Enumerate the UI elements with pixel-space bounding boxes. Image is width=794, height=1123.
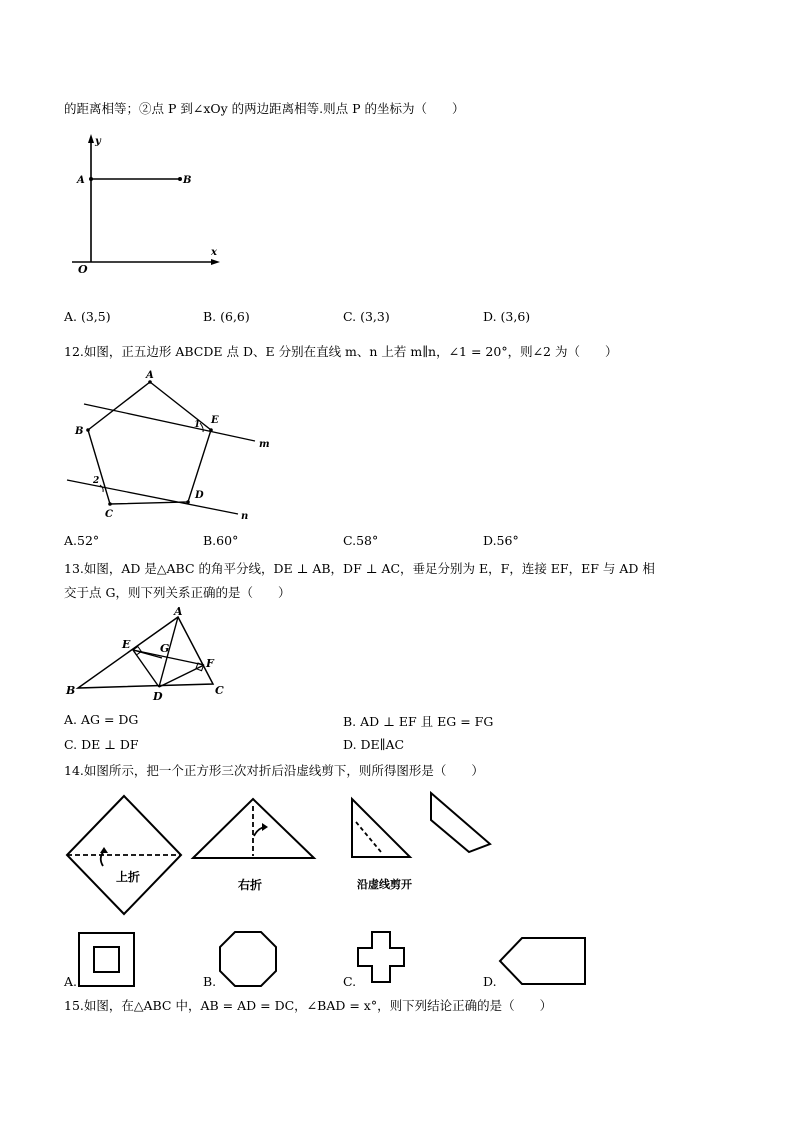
angle-1-label: 1 [194,420,201,430]
q11-stem: 的距离相等；②点 P 到∠xOy 的两边距离相等.则点 P 的坐标为（ ） [64,101,465,116]
q13-stem-line1: 13.如图，AD 是△ABC 的角平分线，DE ⊥ AB，DF ⊥ AC，垂足分别为 E，F，连接 EF，EF 与 AD 相 [64,561,655,576]
q14-option-d[interactable]: D. [483,974,497,989]
fold-up-caption: 上折 [116,870,141,884]
q13-option-b[interactable]: B. AD ⊥ EF 且 EG = FG [343,714,494,729]
triangle-a-label: A [174,605,183,618]
q14-option-a[interactable]: A. [64,974,78,989]
q12-option-c[interactable]: C.58° [343,533,379,548]
triangle-e-label: E [122,638,131,651]
q13-option-c[interactable]: C. DE ⊥ DF [64,737,139,752]
triangle-g-label: G [160,642,170,655]
line-n-label: n [241,511,249,522]
q13-option-d[interactable]: D. DE∥AC [343,737,405,752]
q14-stem: 14.如图所示，把一个正方形三次对折后沿虚线剪下，则所得图形是（ ） [64,763,484,778]
q12-stem: 12.如图，正五边形 ABCDE 点 D、E 分别在直线 m、n 上若 m∥n，∠1 = 20°，则∠2 为（ ） [64,344,618,359]
q14-option-c[interactable]: C. [343,974,357,989]
point-b-label: B [183,175,192,186]
triangle-b-label: B [66,684,76,697]
triangle-c-label: C [215,684,224,697]
pentagon-c-label: C [105,509,113,520]
pentagon-a-label: A [146,370,154,381]
q13-stem-line2: 交于点 G，则下列关系正确的是（ ） [64,585,291,600]
y-axis-label: y [95,136,101,147]
q15-stem: 15.如图，在△ABC 中，AB = AD = DC，∠BAD = x°，则下列结论正确的是（ ） [64,998,553,1013]
point-a-label: A [77,175,85,186]
pentagon-d-label: D [195,490,204,501]
triangle-f-label: F [206,657,214,670]
fold-right-caption: 右折 [238,878,263,892]
q13-option-a[interactable]: A. AG = DG [64,712,139,727]
origin-label: O [78,263,88,276]
q11-option-d[interactable]: D. (3,6) [483,309,531,324]
q11-option-a[interactable]: A. (3,5) [64,309,111,324]
cut-caption: 沿虚线剪开 [357,878,412,891]
q14-option-b[interactable]: B. [203,974,217,989]
pentagon-b-label: B [75,426,84,437]
q12-option-d[interactable]: D.56° [483,533,519,548]
q12-option-b[interactable]: B.60° [203,533,239,548]
angle-2-label: 2 [93,476,100,486]
triangle-d-label: D [153,690,163,703]
q11-option-c[interactable]: C. (3,3) [343,309,390,324]
q11-option-b[interactable]: B. (6,6) [203,309,250,324]
q12-option-a[interactable]: A.52° [64,533,100,548]
line-m-label: m [259,439,270,450]
pentagon-e-label: E [211,415,219,426]
x-axis-label: x [211,247,217,258]
